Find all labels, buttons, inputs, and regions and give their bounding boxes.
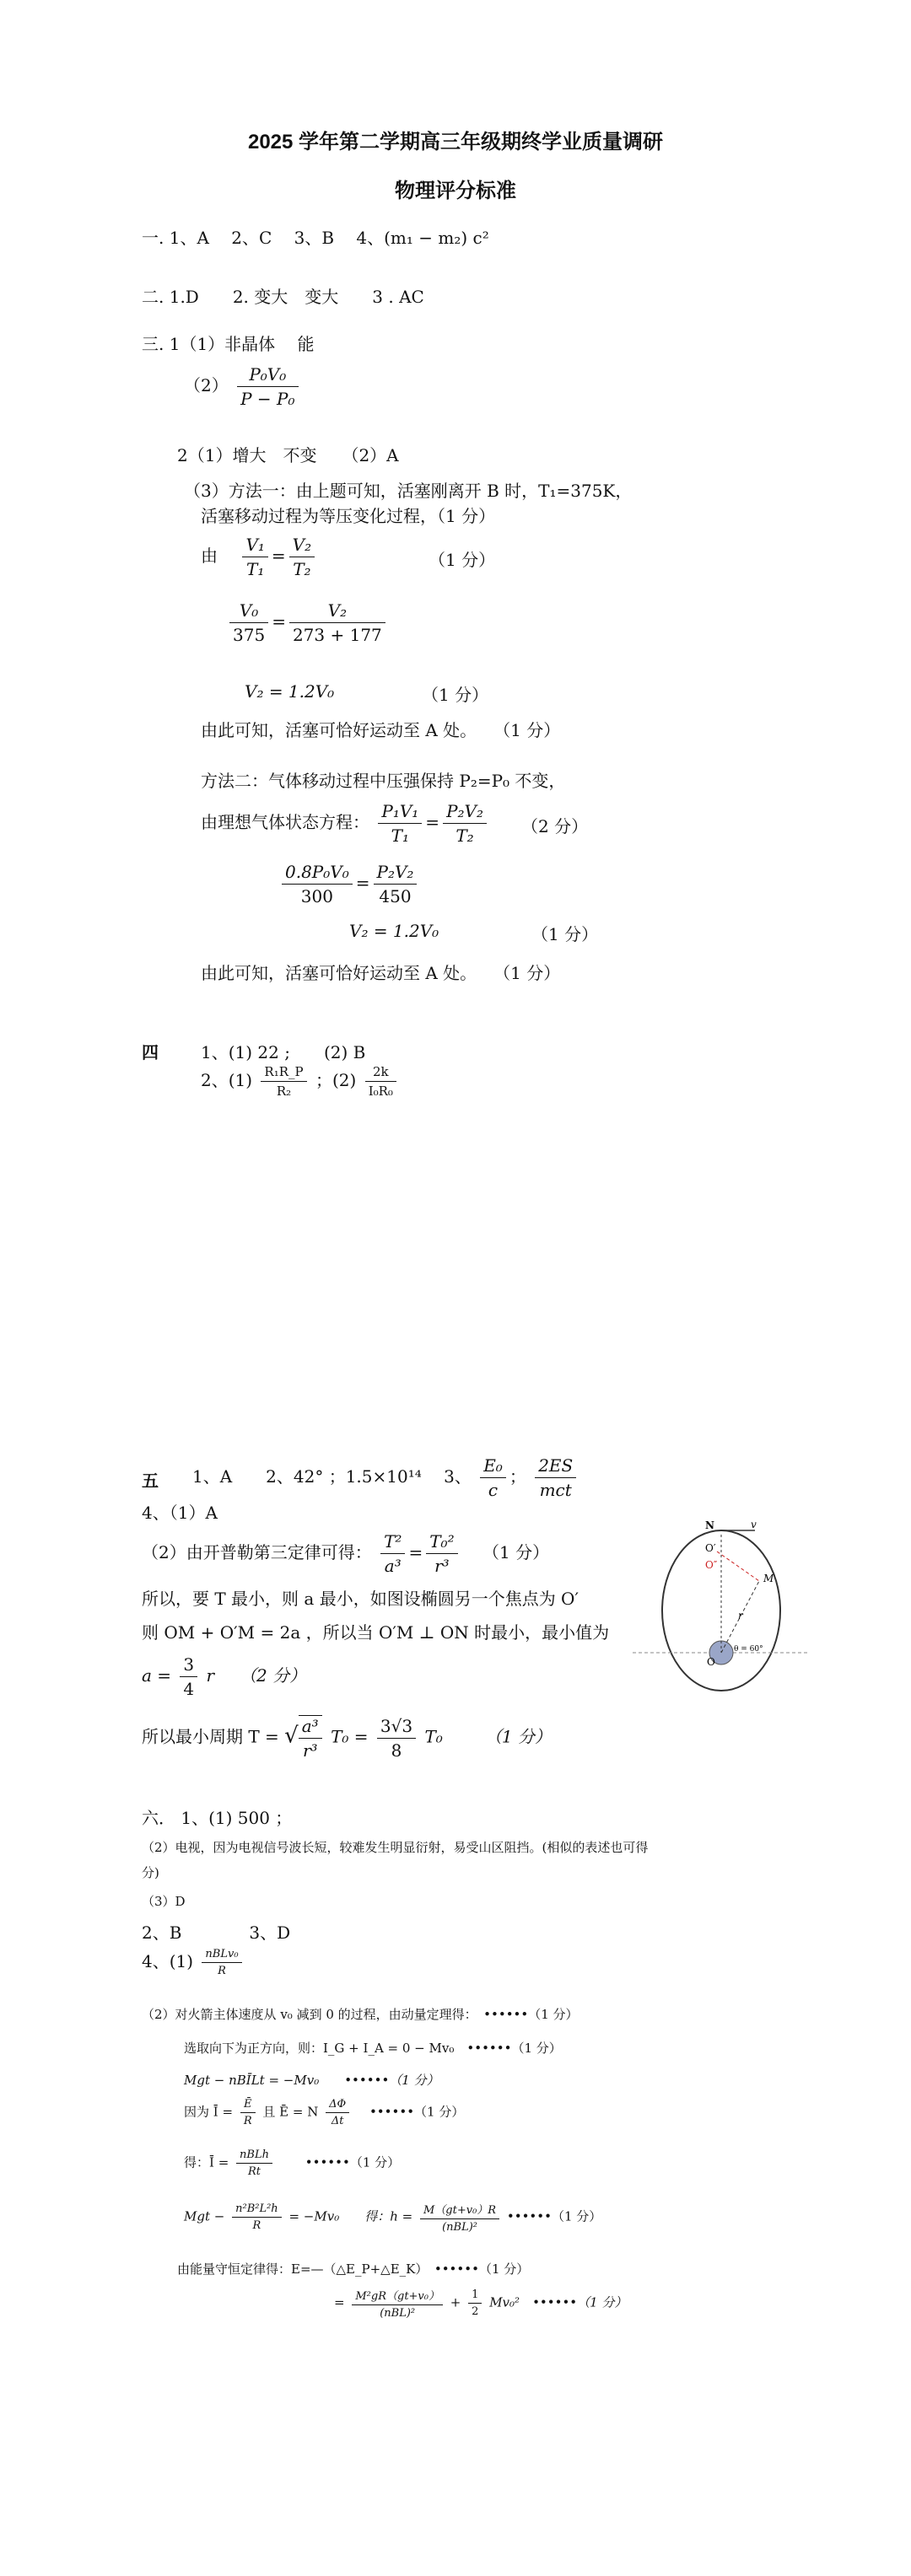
points: （1 分） [429, 550, 496, 570]
points: （2 分） [521, 816, 589, 836]
section-6-line10: 因为 Ī = $\frac{Ē}{R}$ 且 Ē = N $\frac{\Delta\Phi}{\Delta t}$ ••••••（1 分） [184, 2098, 465, 2127]
section-5-kepler: （2）由开普勒第三定律可得： $\frac{\text{T²}}{\text{a³}}$ = $\frac{\text{T₀²}}{\text{r³}}$ （1 分） [142, 1531, 550, 1576]
label-O: O [707, 1656, 715, 1668]
section-5-line7: 所以最小周期 T = √ $\frac{\text{a³}}{\text{r³}}$ T₀ = $\frac{3√3}{8}$ T₀ （1 分） [142, 1715, 552, 1761]
section-3-q2: 2（1）增大 不变 （2）A [177, 445, 399, 465]
section-5-line5: 则 OM + O′M = 2a ，所以当 O′M ⊥ ON 时最小，最小值为 [142, 1622, 610, 1643]
section-6-q1-2-cont: 分) [142, 1865, 159, 1880]
method2-conclusion: 由此可知，活塞可恰好运动至 A 处。 （1 分） [201, 963, 561, 983]
method1-equation: 由 $\frac{\text{V₁}}{\text{T₁}}$ = $\frac{\text{V₂}}{\text{T₂}}$ [201, 535, 318, 579]
section-6-q4-2: （2）对火箭主体速度从 v₀ 减到 0 的过程，由动量定理得： ••••••（1 分） [142, 2007, 579, 2022]
section-4-label: 四 [142, 1042, 159, 1062]
section-4-q1: 1、(1) 22 ; (2) B [201, 1042, 366, 1062]
orbit-diagram [624, 1518, 818, 1695]
points: （1 分） [422, 685, 489, 705]
section-6-q1-2: （2）电视，因为电视信号波长短，较难发生明显衍射，易受山区阻挡。(相似的表述也可得 [142, 1840, 649, 1855]
points: （1 分） [531, 924, 599, 944]
section-3-q1-1: 三. 1（1）非晶体 能 [142, 334, 315, 354]
section-6-line13: 由能量守恒定律得：E=—（△E_P+△E_K） ••••••（1 分） [177, 2261, 530, 2277]
label: （2） [184, 375, 229, 395]
section-6-q1-1: 六． 1、(1) 500 ； [142, 1808, 293, 1828]
section-6-line9: Mgt − nBĪLt = −Mv₀ ••••••（1 分） [184, 2073, 439, 2088]
label-N: N [705, 1519, 714, 1531]
section-6-line8: 选取向下为正方向，则：I_G + I_A = 0 − Mv₀ ••••••（1 分） [184, 2041, 562, 2056]
section-5-q1-3: 1、A 2、42° ；1.5×10¹⁴ 3、 $\frac{\text{E₀}}{c}$ ； $\frac{2ES}{\text{mct}}$ [192, 1455, 579, 1500]
section-6-q2-3: 2、B 3、D [142, 1923, 291, 1943]
focus-line [717, 1552, 759, 1581]
method2-line2: 由理想气体状态方程： $\frac{\text{P₁V₁}}{\text{T₁}}$ = $\frac{\text{P₂V₂}}{\text{T₂}}$ [201, 801, 490, 846]
section-5-line4: 所以，要 T 最小，则 a 最小，如图设椭圆另一个焦点为 O′ [142, 1589, 579, 1609]
label-angle: θ = 60° [734, 1645, 763, 1654]
method2-substitution: $\frac{\text{0.8P₀V₀}}{300}$ = $\frac{\text{P₂V₂}}{450}$ [278, 862, 420, 906]
label-Om: O″ [705, 1559, 718, 1571]
method2-line1: 方法二：气体移动过程中压强保持 P₂=P₀ 不变， [201, 771, 566, 791]
section-6-q4-1: 4、(1) $\frac{\text{nBLv₀}}{R}$ [142, 1948, 245, 1977]
section-1-answers: 一. 1、A 2、C 3、B 4、(m₁ − m₂) c² [142, 228, 489, 248]
section-2-answers: 二. 1.D 2. 变大 变大 3 . AC [142, 287, 424, 307]
method1-line1: （3）方法一：由上题可知，活塞刚离开 B 时，T₁=375K， [184, 481, 633, 501]
page-subtitle: 物理评分标准 [395, 180, 516, 202]
label-v: v [751, 1519, 757, 1530]
section-3-q1-2 [184, 364, 302, 409]
section-6-q1-3: （3）D [142, 1894, 186, 1909]
section-5-line6: a = $\frac{3}{4}$ r （2 分） [142, 1654, 307, 1699]
label-r: r [738, 1610, 743, 1621]
method2-result: V₂ = 1.2V₀ [349, 921, 439, 941]
method1-line2: 活塞移动过程为等压变化过程，（1 分） [201, 506, 496, 526]
section-6-line12: Mgt − $\frac{\text{n²B²L²h}}{R}$ = −Mv₀ 得：h = $\frac{\text{M（gt+v₀）R}}{\text{(nBL)²}}$ ••••••（1 分） [184, 2202, 602, 2234]
label-Op: O′ [705, 1542, 716, 1554]
section-4-q2: 2、(1) $\frac{\text{R₁R\_P}}{\text{R₂}}$ ；(2) $\frac{2k}{\text{I₀R₀}}$ [201, 1064, 400, 1099]
section-6-line14: = $\frac{\text{M²gR（gt+v₀）}}{\text{(nBL)²}}$ + $\frac{1}{2}$ Mv₀² ••••••（1 分） [334, 2288, 628, 2320]
method1-substitution: $\frac{\text{V₀}}{375}$ = $\frac{\text{V₂}}{273 + 177}$ [226, 600, 389, 645]
method1-result: V₂ = 1.2V₀ [245, 681, 335, 702]
page-title: 2025 学年第二学期高三年级期终学业质量调研 [247, 131, 664, 153]
section-5-label: 五 [142, 1471, 159, 1491]
section-5-q4-1: 4、（1）A [142, 1503, 218, 1523]
fraction: $\frac{\text{P₀V₀}}{\text{P − P₀}}$ [237, 364, 298, 409]
section-6-line11: 得：Ī = $\frac{\text{nBLh}}{Rt}$ ••••••（1 分） [184, 2148, 401, 2178]
label-M: M [763, 1573, 774, 1584]
method1-conclusion: 由此可知，活塞可恰好运动至 A 处。 （1 分） [201, 720, 561, 740]
